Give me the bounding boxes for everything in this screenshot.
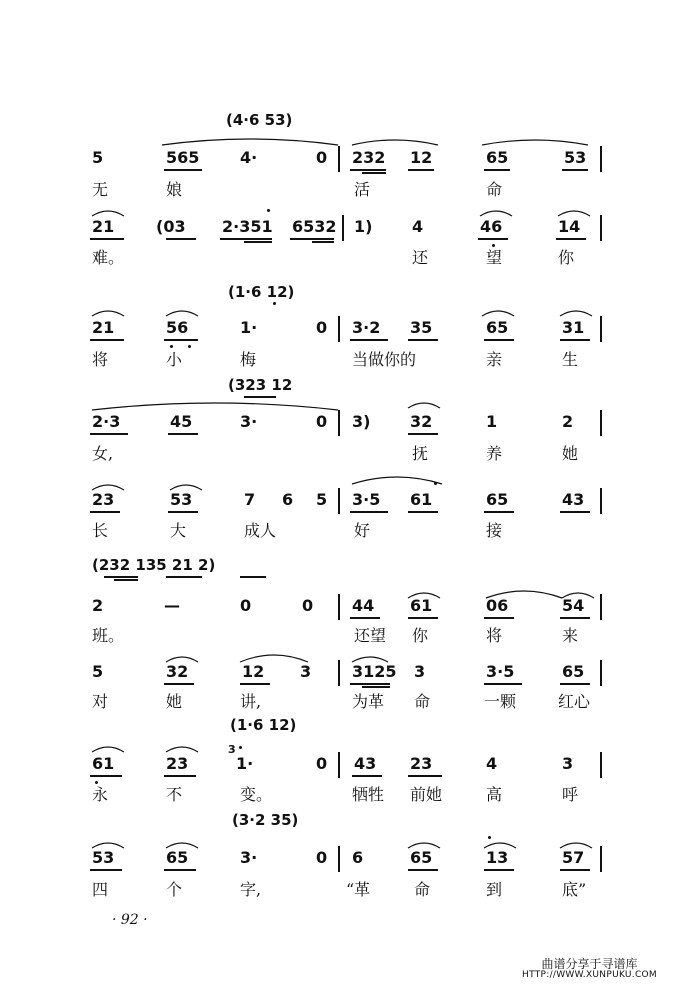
lyric: 女, bbox=[92, 444, 114, 463]
note: 4· bbox=[240, 148, 258, 167]
alt-notes: (323 12 bbox=[228, 376, 293, 394]
barline bbox=[338, 594, 340, 620]
note: 65 bbox=[166, 848, 189, 867]
note: 53 bbox=[92, 848, 115, 867]
note: 23 bbox=[92, 490, 115, 509]
slur bbox=[164, 742, 200, 754]
note: 5 bbox=[92, 148, 104, 167]
slur bbox=[350, 135, 440, 147]
lyric: 四 bbox=[92, 880, 109, 899]
lyric: 命 bbox=[414, 880, 431, 899]
note: 61 bbox=[410, 490, 433, 509]
slur bbox=[480, 135, 590, 147]
lyric: 无 bbox=[92, 180, 109, 199]
lyric: 命 bbox=[486, 180, 503, 199]
note: 45 bbox=[170, 412, 193, 431]
barline bbox=[338, 752, 340, 778]
note: 65 bbox=[486, 490, 509, 509]
alt-notes: (232 135 21 2) bbox=[92, 556, 216, 574]
note: 56 bbox=[166, 318, 189, 337]
note: 53 bbox=[170, 490, 193, 509]
slur bbox=[90, 306, 126, 318]
note: 3·5 bbox=[352, 490, 381, 509]
lyric: 娘 bbox=[166, 180, 183, 199]
lyric: 班。 bbox=[92, 626, 125, 645]
lyric: 来 bbox=[562, 626, 579, 645]
note: 6 bbox=[352, 848, 364, 867]
lyric: 呼 bbox=[562, 785, 579, 804]
lyric: 难。 bbox=[92, 248, 125, 267]
note: 3·5 bbox=[486, 662, 515, 681]
note: 61 bbox=[92, 754, 115, 773]
barline bbox=[600, 410, 602, 436]
lyric: 活 bbox=[354, 180, 371, 199]
lyric: 你 bbox=[412, 626, 429, 645]
lyric: 将 bbox=[486, 626, 503, 645]
note: — bbox=[164, 596, 180, 615]
note: 3 bbox=[562, 754, 574, 773]
note: 0 bbox=[316, 148, 328, 167]
barline bbox=[338, 660, 340, 686]
note: 0 bbox=[316, 848, 328, 867]
note: 65 bbox=[486, 318, 509, 337]
lyric: 生 bbox=[562, 350, 579, 369]
slur bbox=[558, 306, 594, 318]
note: 23 bbox=[410, 754, 433, 773]
lyric: 为革 bbox=[352, 692, 385, 711]
note: 7 bbox=[244, 490, 256, 509]
lyric: 小 bbox=[166, 350, 183, 369]
note: 43 bbox=[354, 754, 377, 773]
lyric: 不 bbox=[166, 785, 183, 804]
barline bbox=[338, 146, 340, 172]
alt-notes: (4·6 53) bbox=[226, 111, 293, 129]
note: 0 bbox=[240, 596, 252, 615]
page-number: · 92 · bbox=[112, 912, 148, 928]
slur bbox=[90, 742, 126, 754]
lyric: 红心 bbox=[558, 692, 591, 711]
lyric: 一颗 bbox=[484, 692, 517, 711]
note: 0 bbox=[316, 754, 328, 773]
note: 13 bbox=[486, 848, 509, 867]
lyric: 接 bbox=[486, 521, 503, 540]
note: 4 bbox=[486, 754, 498, 773]
note: 1· bbox=[236, 754, 254, 773]
note: 35 bbox=[410, 318, 433, 337]
note: 3125 bbox=[352, 662, 397, 681]
lyric: 她 bbox=[166, 692, 183, 711]
lyric: 当做你的 bbox=[352, 350, 417, 369]
slur bbox=[350, 472, 444, 486]
alt-notes: (1·6 12) bbox=[228, 283, 295, 301]
note: 12 bbox=[410, 148, 433, 167]
note: 12 bbox=[242, 662, 265, 681]
slur bbox=[480, 306, 516, 318]
watermark bbox=[522, 958, 657, 981]
lyric: 望 bbox=[486, 248, 503, 267]
lyric: 高 bbox=[486, 785, 503, 804]
note: 3· bbox=[240, 412, 258, 431]
note: 2 bbox=[562, 412, 574, 431]
lyric: “革 bbox=[346, 880, 371, 899]
barline bbox=[600, 316, 602, 342]
grace-note: 3 bbox=[228, 743, 236, 756]
note: 0 bbox=[316, 318, 328, 337]
note: 5 bbox=[316, 490, 328, 509]
note: 57 bbox=[562, 848, 585, 867]
lyric: 大 bbox=[170, 521, 187, 540]
note: 0 bbox=[316, 412, 328, 431]
note: 44 bbox=[352, 596, 375, 615]
lyric: 牺牲 bbox=[352, 785, 385, 804]
barline bbox=[600, 846, 602, 872]
note: 14 bbox=[558, 217, 581, 236]
note: 65 bbox=[486, 148, 509, 167]
watermark-url: HTTP://WWW.XUNPUKU.COM bbox=[522, 970, 657, 981]
note: 46 bbox=[480, 217, 503, 236]
note: 2·3 bbox=[92, 412, 121, 431]
note: 3· bbox=[240, 848, 258, 867]
note: 53 bbox=[564, 148, 587, 167]
alt-notes: (1·6 12) bbox=[230, 716, 297, 734]
barline bbox=[600, 146, 602, 172]
note: 232 bbox=[352, 148, 386, 167]
barline bbox=[600, 594, 602, 620]
note: 32 bbox=[166, 662, 189, 681]
note: 54 bbox=[562, 596, 585, 615]
barline bbox=[342, 215, 344, 241]
barline bbox=[600, 660, 602, 686]
note: 565 bbox=[166, 148, 200, 167]
lyric: 字, bbox=[240, 880, 262, 899]
lyric: 养 bbox=[486, 444, 503, 463]
lyric: 前她 bbox=[410, 785, 443, 804]
note: 21 bbox=[92, 318, 115, 337]
note: (03 bbox=[156, 217, 186, 236]
lyric: 抚 bbox=[412, 444, 429, 463]
lyric: 变。 bbox=[240, 785, 273, 804]
lyric: 讲, bbox=[240, 692, 262, 711]
lyric: 你 bbox=[558, 248, 575, 267]
note: 65 bbox=[410, 848, 433, 867]
lyric: 底” bbox=[562, 880, 587, 899]
lyric: 到 bbox=[486, 880, 503, 899]
barline bbox=[338, 488, 340, 514]
note: 6532 bbox=[292, 217, 337, 236]
note: 32 bbox=[410, 412, 433, 431]
note: 1 bbox=[486, 412, 498, 431]
note: 0 bbox=[302, 596, 314, 615]
note: 5 bbox=[92, 662, 104, 681]
note: 1) bbox=[354, 217, 373, 236]
lyric: 对 bbox=[92, 692, 109, 711]
barline bbox=[338, 846, 340, 872]
watermark-title: 曲谱分享于寻谱库 bbox=[541, 957, 638, 971]
barline bbox=[600, 752, 602, 778]
note: 06 bbox=[486, 596, 509, 615]
lyric: 还 bbox=[412, 248, 429, 267]
note: 4 bbox=[412, 217, 424, 236]
lyric: 个 bbox=[166, 880, 183, 899]
lyric: 她 bbox=[562, 444, 579, 463]
slur bbox=[406, 398, 442, 410]
slur bbox=[90, 398, 340, 412]
barline bbox=[600, 488, 602, 514]
note: 31 bbox=[562, 318, 585, 337]
note: 2 bbox=[92, 596, 104, 615]
barline bbox=[338, 316, 340, 342]
alt-notes: (3·2 35) bbox=[232, 811, 299, 829]
note: 1· bbox=[240, 318, 258, 337]
lyric: 将 bbox=[92, 350, 109, 369]
lyric: 命 bbox=[414, 692, 431, 711]
slur bbox=[160, 135, 340, 147]
note: 2·351 bbox=[222, 217, 273, 236]
note: 3) bbox=[352, 412, 371, 431]
note: 3 bbox=[414, 662, 426, 681]
barline bbox=[600, 215, 602, 241]
note: 21 bbox=[92, 217, 115, 236]
lyric: 亲 bbox=[486, 350, 503, 369]
slur bbox=[164, 306, 200, 318]
note: 3·2 bbox=[352, 318, 381, 337]
note: 23 bbox=[166, 754, 189, 773]
note: 65 bbox=[562, 662, 585, 681]
barline bbox=[338, 410, 340, 436]
note: 43 bbox=[562, 490, 585, 509]
lyric: 成人 bbox=[244, 521, 277, 540]
lyric: 好 bbox=[354, 521, 371, 540]
note: 61 bbox=[410, 596, 433, 615]
lyric: 还望 bbox=[354, 626, 387, 645]
lyric: 长 bbox=[92, 521, 109, 540]
note: 3 bbox=[300, 662, 312, 681]
note: 6 bbox=[282, 490, 294, 509]
lyric: 梅 bbox=[240, 350, 257, 369]
lyric: 永 bbox=[92, 785, 109, 804]
